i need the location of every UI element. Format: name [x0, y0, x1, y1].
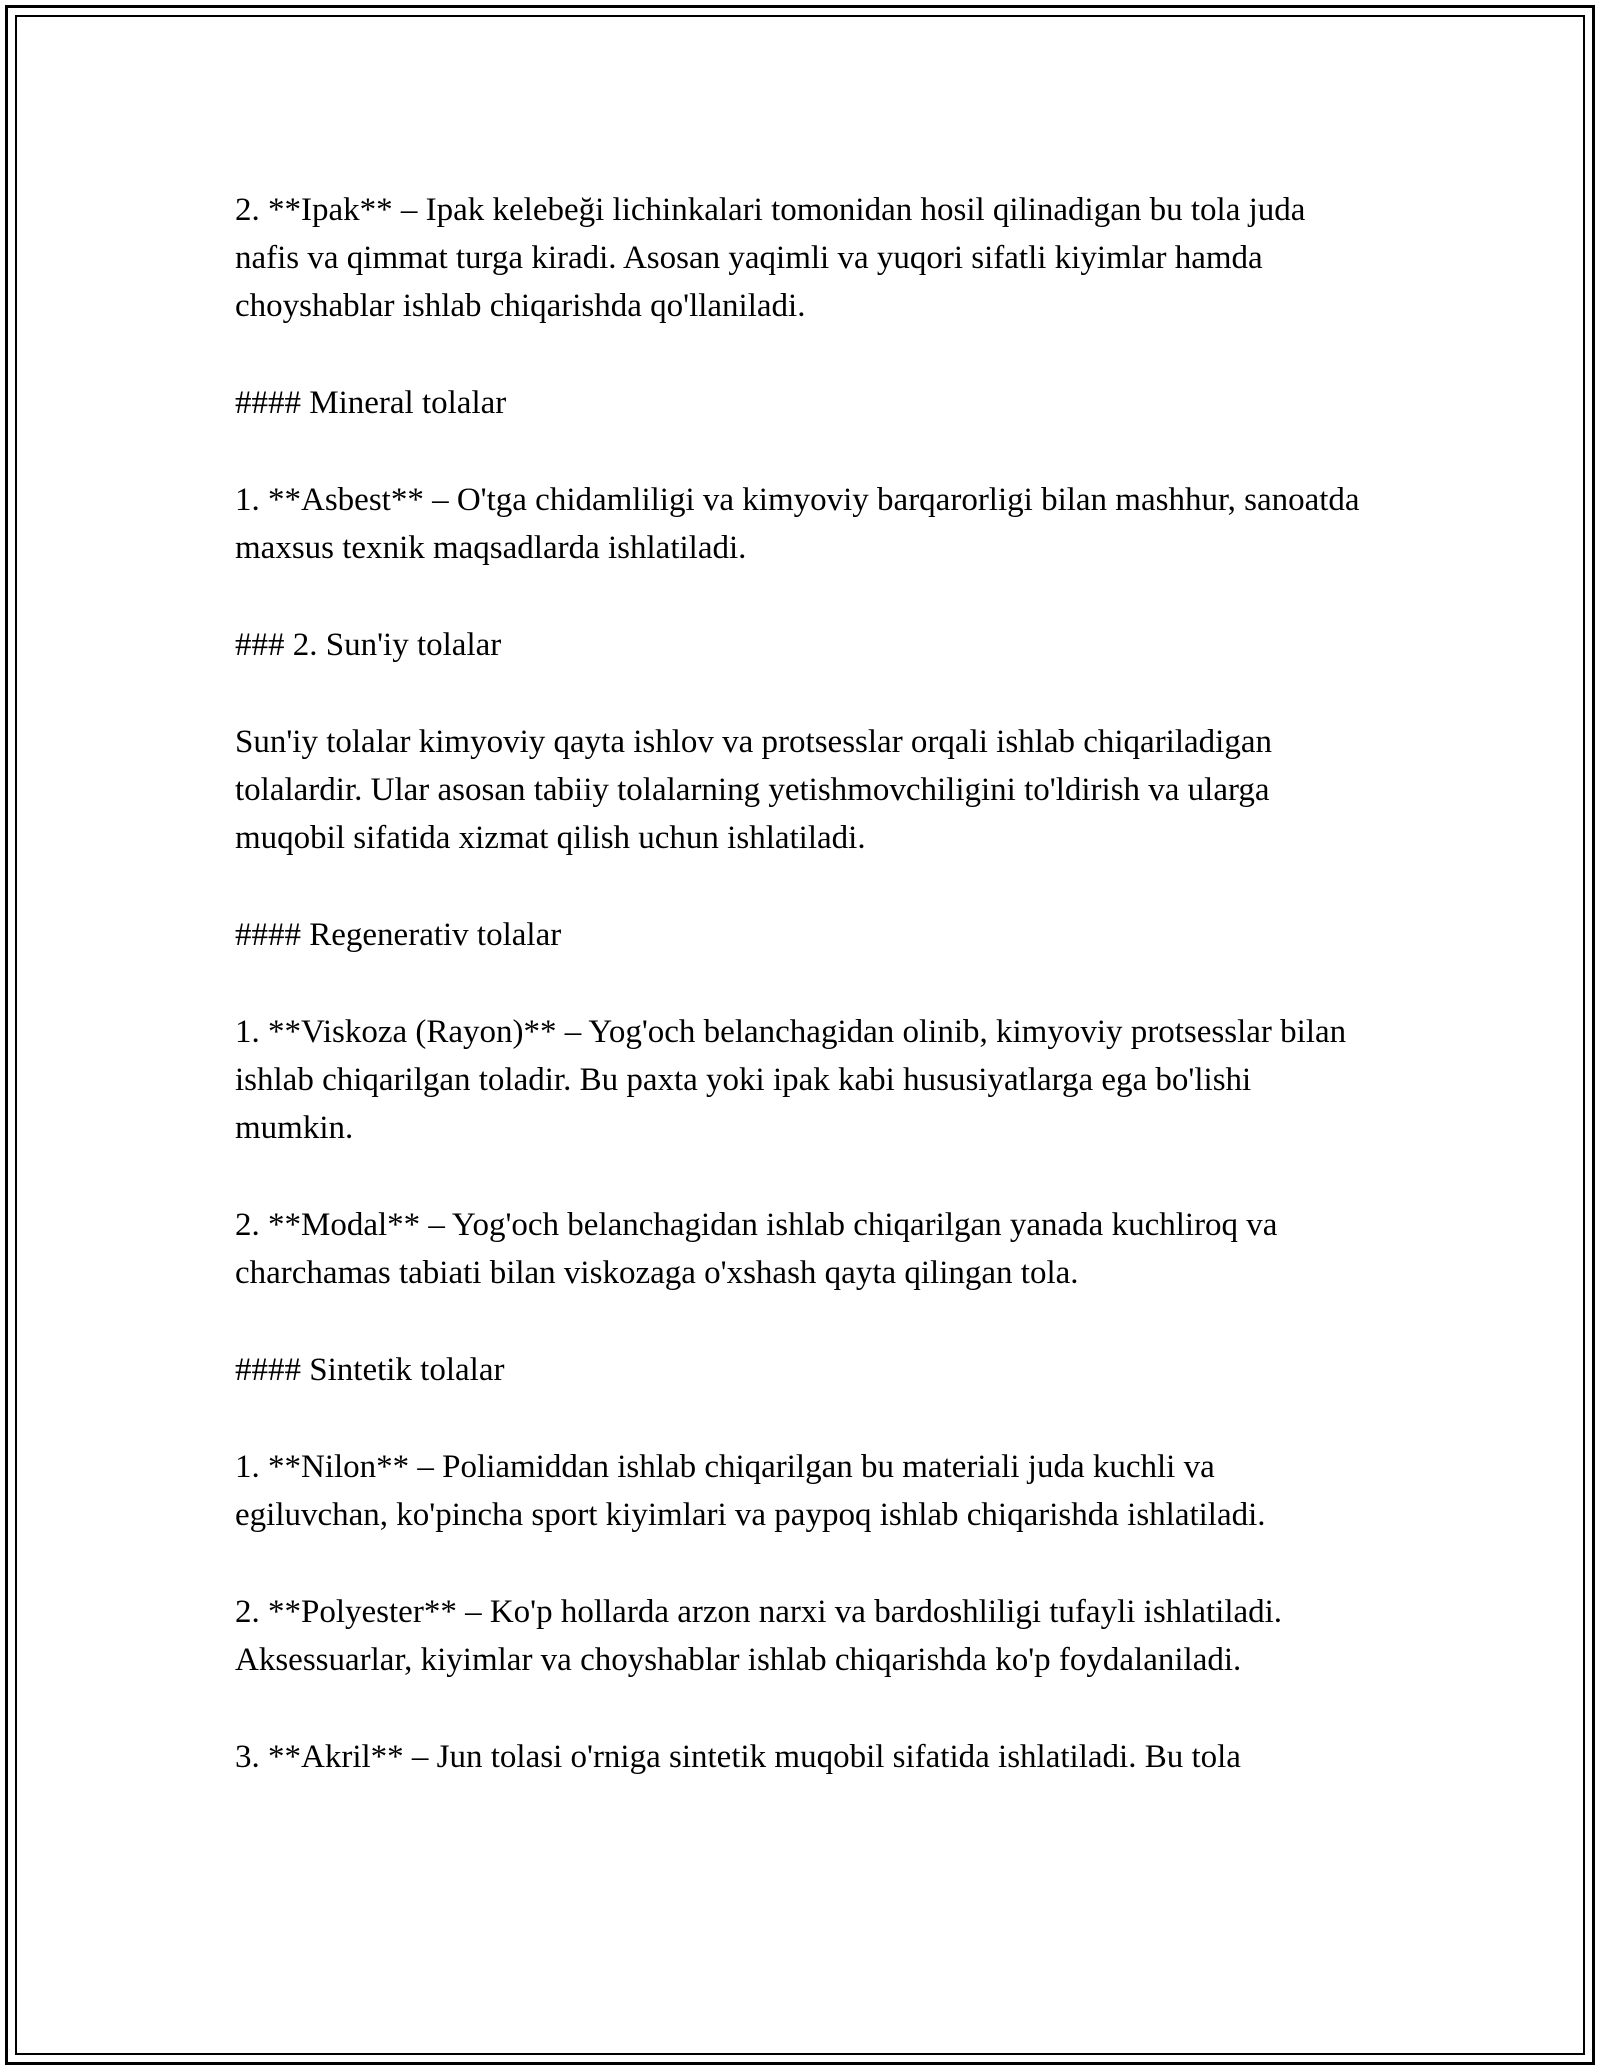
document-body: [235, 186, 1365, 1781]
paragraph-ipak: 2. **Ipak** – Ipak kelebeği lichinkalari tomonidan hosil qilinadigan bu tola juda nafis va qimmat turga kiradi. Asosan yaqimli va yuqori sifatli kiyimlar hamda choyshablar ishlab chiqarishda qo'llaniladi.: [235, 192, 1306, 324]
paragraph-akril: 3. **Akril** – Jun tolasi o'rniga sintetik muqobil sifatida ishlatiladi. Bu tola: [235, 1739, 1241, 1775]
heading-sintetik-tolalar: #### Sintetik tolalar: [235, 1352, 505, 1388]
paragraph-nilon: 1. **Nilon** – Poliamiddan ishlab chiqarilgan bu materiali juda kuchli va egiluvchan, ko'pincha sport kiyimlari va paypoq ishlab chiqarishda ishlatiladi.: [235, 1449, 1266, 1533]
paragraph-asbest: 1. **Asbest** – O'tga chidamliligi va kimyoviy barqarorligi bilan mashhur, sanoatda maxsus texnik maqsadlarda ishlatiladi.: [235, 482, 1360, 566]
paragraph-polyester: 2. **Polyester** – Ko'p hollarda arzon narxi va bardoshliligi tufayli ishlatiladi. Aksessuarlar, kiyimlar va choyshablar ishlab chiqarishda ko'p foydalaniladi.: [235, 1594, 1283, 1678]
paragraph-viskoza: 1. **Viskoza (Rayon)** – Yog'och belanchagidan olinib, kimyoviy protsesslar bilan ishlab chiqarilgan toladir. Bu paxta yoki ipak kabi hususiyatlarga ega bo'lishi mumkin.: [235, 1014, 1347, 1146]
heading-suniy-tolalar: ### 2. Sun'iy tolalar: [235, 627, 502, 663]
paragraph-modal: 2. **Modal** – Yog'och belanchagidan ishlab chiqarilgan yanada kuchliroq va charchamas tabiati bilan viskozaga o'xshash qayta qilingan tola.: [235, 1207, 1278, 1291]
heading-regenerativ-tolalar: #### Regenerativ tolalar: [235, 917, 562, 953]
heading-mineral-tolalar: #### Mineral tolalar: [235, 385, 507, 421]
paragraph-suniy-intro: Sun'iy tolalar kimyoviy qayta ishlov va protsesslar orqali ishlab chiqariladigan tolalardir. Ular asosan tabiiy tolalarning yetishmovchiligini to'ldirish va ularga muqobil sifatida xizmat qilish uchun ishlatiladi.: [235, 724, 1272, 856]
